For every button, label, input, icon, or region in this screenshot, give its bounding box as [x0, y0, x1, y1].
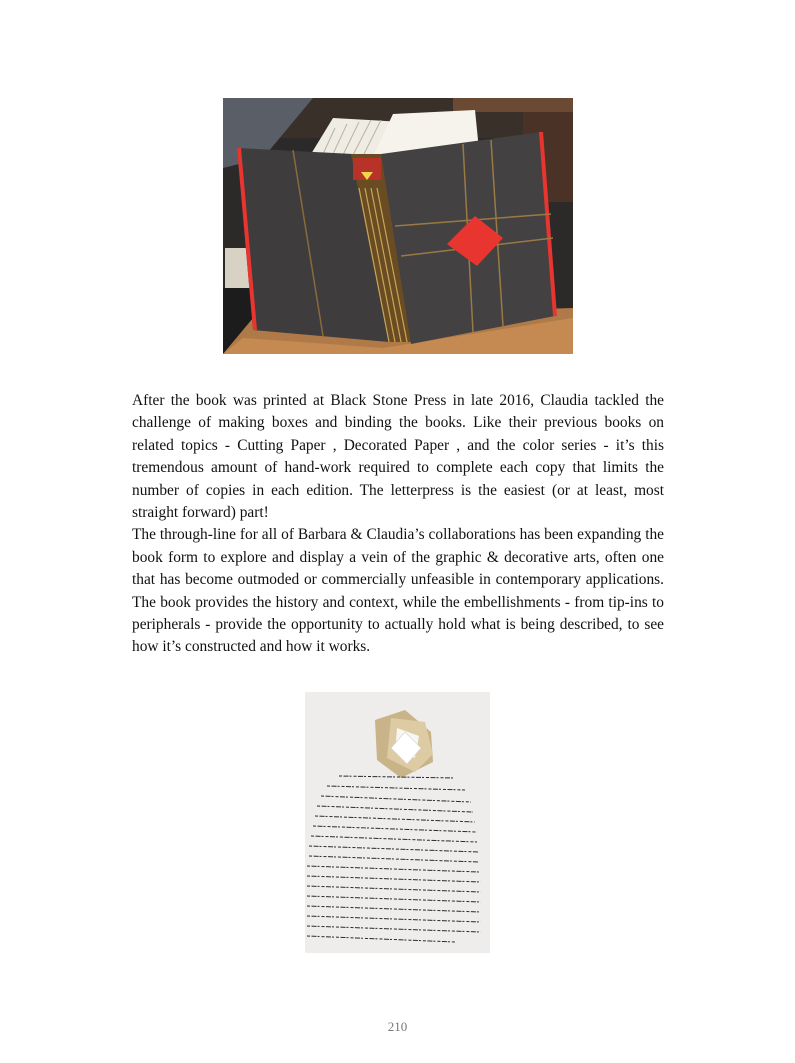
paragraph-1: After the book was printed at Black Stone Press in late 2016, Claudia tackled the challenge of making boxes and binding the books. Like their previous books on related topics - Cutting Paper , Decorated Paper , and the color series - it’s this tremendous amount of hand-work required to complete each copy that limits the number of copies in each edition. The letterpress is the easiest (or at least, most straight forward) part! — [132, 392, 664, 522]
open-book-illustration — [223, 98, 573, 354]
open-book-photo-icon — [223, 98, 573, 354]
paragraph-2: The through-line for all of Barbara & Claudia’s collaborations has been expanding the book form to explore and display a vein of the graphic & decorative arts, often one that has become outmoded or commercially unfeasible in contemporary applications. The book provides the history and context, while the embellishments - from tip-ins to peripherals - provide the opportunity to actually hold what is being described, to see how it’s constructed and how it works. — [132, 526, 664, 656]
page-number: 210 — [387, 1019, 408, 1034]
body-text — [132, 390, 664, 659]
folded-paper-photo-icon — [305, 692, 490, 953]
folded-paper-illustration — [305, 692, 490, 953]
